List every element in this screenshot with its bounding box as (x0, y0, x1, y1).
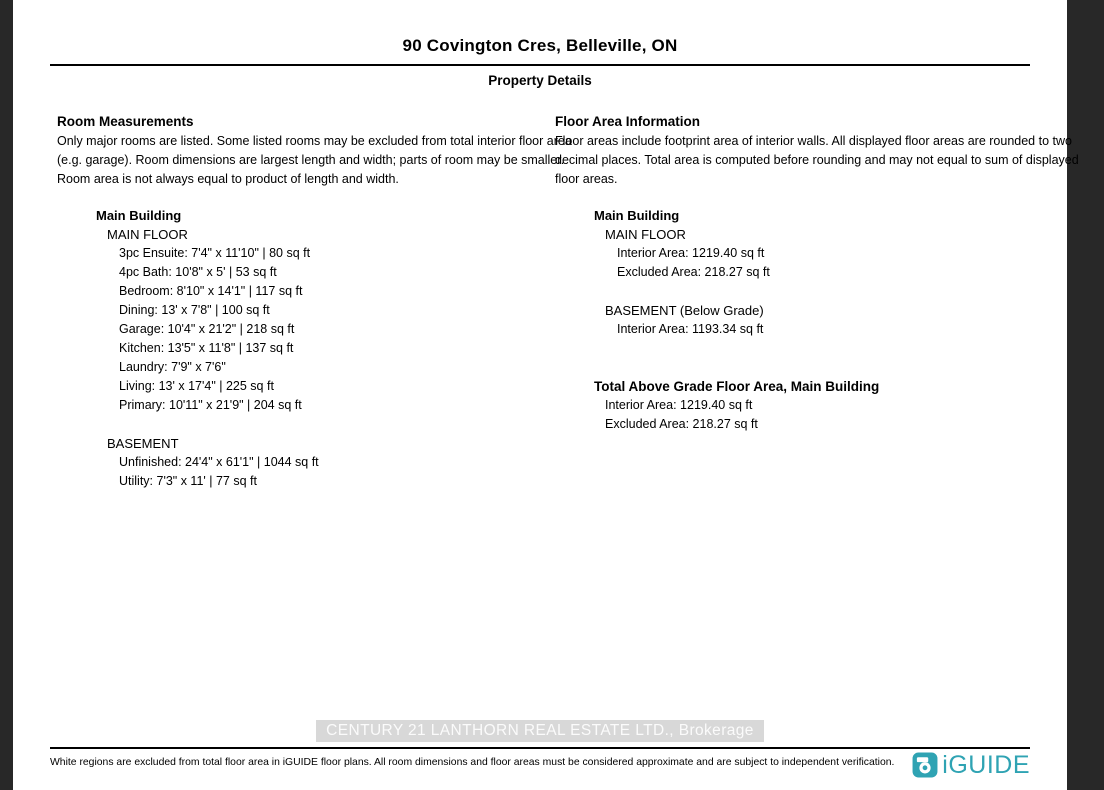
title-divider (50, 64, 1030, 66)
room-item: Dining: 13' x 7'8" | 100 sq ft (119, 303, 270, 317)
section-heading: Floor Area Information (555, 114, 701, 129)
page-footer (50, 747, 1030, 778)
description-line: (e.g. garage). Room dimensions are largest length and width; parts of room may be smaller. (57, 153, 565, 167)
description-line: Only major rooms are listed. Some listed rooms may be excluded from total interior floor area (57, 134, 572, 148)
room-item: Primary: 10'11" x 21'9" | 204 sq ft (119, 398, 302, 412)
footer-disclaimer: White regions are excluded from total floor area in iGUIDE floor plans. All room dimensions and floor areas must be considered approximate and are subject to independent verification. (50, 757, 895, 768)
room-item: Kitchen: 13'5" x 11'8" | 137 sq ft (119, 341, 294, 355)
room-item: 4pc Bath: 10'8" x 5' | 53 sq ft (119, 265, 277, 279)
iguide-logo-text: iGUIDE (942, 751, 1030, 779)
room-item: Bedroom: 8'10" x 14'1" | 117 sq ft (119, 284, 303, 298)
page-subtitle: Property Details (488, 73, 592, 88)
description-line: Room area is not always equal to product of length and width. (57, 172, 399, 186)
document-page (13, 0, 1079, 790)
room-item: Unfinished: 24'4" x 61'1" | 1044 sq ft (119, 455, 319, 469)
floor-block-basement (57, 434, 548, 491)
section-description (57, 132, 572, 189)
floor-name: MAIN FLOOR (605, 227, 686, 242)
description-line: floor areas. (555, 172, 618, 186)
total-area-item: Excluded Area: 218.27 sq ft (605, 417, 758, 431)
room-item: Garage: 10'4" x 21'2" | 218 sq ft (119, 322, 295, 336)
brokerage-watermark (13, 720, 1067, 742)
area-item: Excluded Area: 218.27 sq ft (617, 265, 770, 279)
iguide-logo (912, 752, 1030, 778)
room-item: Living: 13' x 17'4" | 225 sq ft (119, 379, 274, 393)
room-item: Utility: 7'3" x 11' | 77 sq ft (119, 474, 257, 488)
content-columns (50, 112, 1079, 491)
room-measurements-section (50, 112, 572, 491)
floor-name: MAIN FLOOR (107, 227, 188, 242)
page-title: 90 Covington Cres, Belleville, ON (402, 36, 678, 55)
floor-name: BASEMENT (107, 436, 179, 451)
area-item: Interior Area: 1193.34 sq ft (617, 322, 764, 336)
floor-name: BASEMENT (Below Grade) (605, 303, 764, 318)
floor-area-section (548, 112, 1079, 491)
area-block-main-floor (555, 225, 1079, 282)
room-item: 3pc Ensuite: 7'4" x 11'10" | 80 sq ft (119, 246, 311, 260)
building-name: Main Building (96, 208, 182, 223)
room-item: Laundry: 7'9" x 7'6" (119, 360, 226, 374)
total-area-item: Interior Area: 1219.40 sq ft (605, 398, 753, 412)
section-description (555, 132, 1079, 189)
description-line: Floor areas include footprint area of interior walls. All displayed floor areas are rounded to two (555, 134, 1072, 148)
area-item: Interior Area: 1219.40 sq ft (617, 246, 765, 260)
camera-icon (912, 752, 938, 778)
area-block-basement (555, 301, 1079, 339)
building-name: Main Building (594, 208, 680, 223)
floor-block-main-floor (57, 225, 548, 415)
watermark-text: CENTURY 21 LANTHORN REAL ESTATE LTD., Brokerage (316, 720, 764, 742)
section-heading: Room Measurements (57, 114, 194, 129)
total-area-heading: Total Above Grade Floor Area, Main Building (594, 379, 880, 394)
description-line: decimal places. Total area is computed before rounding and may not equal to sum of displayed (555, 153, 1079, 167)
